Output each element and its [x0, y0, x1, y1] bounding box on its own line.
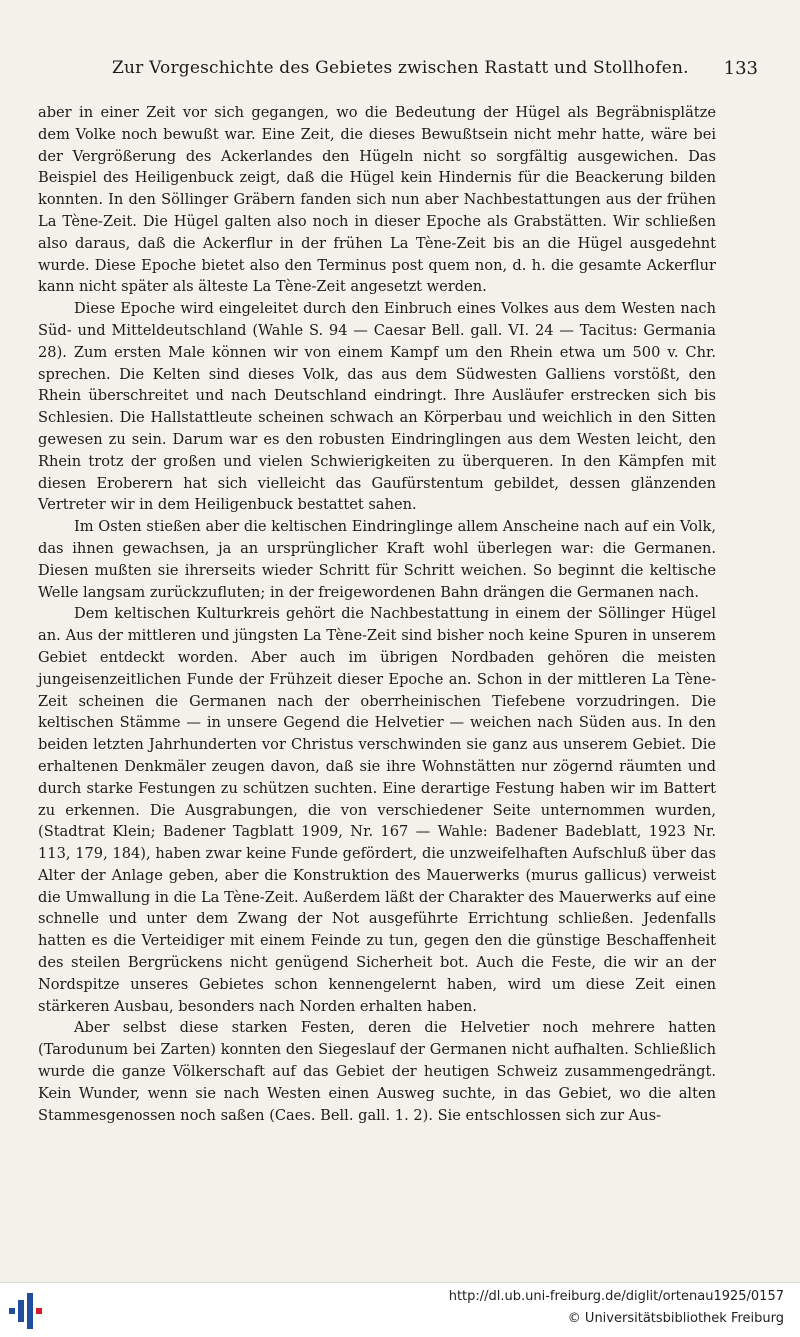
university-library-logo-icon — [6, 1291, 46, 1331]
viewer-footer — [0, 1282, 800, 1337]
paragraph-4: Dem keltischen Kulturkreis gehört die Nachbestattung in einem der Söllinger Hügel an. Aus der mittleren und jüngsten La Tène-Zeit sind bisher noch keine Spuren in unserem Gebiet entdeckt worden. Aber auch im übrigen Nordbaden gehören die meisten jungeisenzeitlichen Funde der Frühzeit dieser Epoche an. Schon in der mittleren La Tène-Zeit scheinen die Germanen nach der oberrheinischen Tiefebene vorzudringen. Die keltischen Stämme — in unsere Gegend die Helvetier — weichen nach Süden aus. In den beiden letzten Jahrhunderten vor Christus verschwinden sie ganz aus unserem Gebiet. Die erhaltenen Denkmäler zeugen davon, daß sie ihre Wohnstätten nur zögernd räumten und durch starke Festungen zu schützen suchten. Eine derartige Festung haben wir im Battert zu erkennen. Die Ausgrabungen, die von verschiedener Seite unternommen wurden, (Stadtrat Klein; Badener Tagblatt 1909, Nr. 167 — Wahle: Badener Badeblatt, 1923 Nr. 113, 179, 184), haben zwar keine Funde gefördert, die unzweifelhaften Aufschluß über das Alter der Anlage geben, aber die Konstruktion des Mauerwerks (murus gallicus) verweist die Umwallung in die La Tène-Zeit. Außerdem läßt der Charakter des Mauerwerks auf eine schnelle und unter dem Zwang der Not ausgeführte Errichtung schließen. Jedenfalls hatten es die Verteidiger mit einem Feinde zu tun, gegen den die günstige Beschaffenheit des steilen Bergrückens nicht genügend Sicherheit bot. Auch die Feste, die wir an der Nordspitze unseres Gebietes schon kennengelernt haben, wird um diese Zeit einen stärkeren Ausbau, besonders nach Norden erhalten haben. — [38, 605, 716, 1015]
page-header — [40, 58, 760, 88]
paragraph-1: aber in einer Zeit vor sich gegangen, wo die Bedeutung der Hügel als Begräbnisplätze dem Volke noch bewußt war. Eine Zeit, die dieses Bewußtsein nicht mehr hatte, wäre bei der Vergrößerung des Ackerlandes den Hügeln nicht so sorgfältig ausgewichen. Das Beispiel des Heiligenbuck zeigt, daß die Hügel kein Hindernis für die Beackerung bilden konnten. In den Söllinger Gräbern fanden sich nun aber Nachbestattungen aus der frühen La Tène-Zeit. Die Hügel galten also noch in dieser Epoche als Grabstätten. Wir schließen also daraus, daß die Ackerflur in der frühen La Tène-Zeit bis an die Hügel ausgedehnt wurde. Diese Epoche bietet also den Terminus post quem non, d. h. die gesamte Ackerflur kann nicht später als älteste La Tène-Zeit angesetzt werden. — [38, 104, 716, 296]
body-text — [38, 102, 716, 1126]
permalink-url[interactable]: http://dl.ub.uni-freiburg.de/diglit/ortenau1925/0157 — [448, 1289, 784, 1304]
page-number: 133 — [723, 58, 758, 79]
copyright-notice: © Universitätsbibliothek Freiburg — [567, 1311, 784, 1326]
paragraph-2: Diese Epoche wird eingeleitet durch den Einbruch eines Volkes aus dem Westen nach Süd- und Mitteldeutschland (Wahle S. 94 — Caesar Bell. gall. VI. 24 — Tacitus: Germania 28). Zum ersten Male können wir von einem Kampf um den Rhein etwa um 500 v. Chr. sprechen. Die Kelten sind dieses Volk, das aus dem Südwesten Galliens vorstößt, den Rhein überschreitet und nach Deutschland eindringt. Ihre Ausläufer erstrecken sich bis Schlesien. Die Hallstattleute scheinen schwach an Körperbau und weichlich in den Sitten gewesen zu sein. Darum war es den robusten Eindringlingen aus dem Westen leicht, den Rhein trotz der großen und vielen Schwierigkeiten zu überqueren. In den Kämpfen mit diesen Eroberern hat sich vielleicht das Gaufürstentum gebildet, dessen glänzenden Vertreter wir in dem Heiligenbuck bestattet sahen. — [38, 300, 716, 514]
paragraph-5: Aber selbst diese starken Festen, deren die Helvetier noch mehrere hatten (Tarodunum bei Zarten) konnten den Siegeslauf der Germanen nicht aufhalten. Schließlich wurde die ganze Völkerschaft auf das Gebiet der heutigen Schweiz zusammengedrängt. Kein Wunder, wenn sie nach Westen einen Ausweg suchte, in das Gebiet, wo die alten Stammesgenossen noch saßen (Caes. Bell. gall. 1. 2). Sie entschlossen sich zur Aus- — [38, 1019, 716, 1124]
paragraph-3: Im Osten stießen aber die keltischen Eindringlinge allem Anscheine nach auf ein Volk, das ihnen gewachsen, ja an ursprünglicher Kraft wohl überlegen war: die Germanen. Diesen mußten sie ihrerseits wieder Schritt für Schritt weichen. So beginnt die keltische Welle langsam zurückzufluten; in der freigewordenen Bahn drängen die Germanen nach. — [38, 518, 716, 601]
running-title: Zur Vorgeschichte des Gebietes zwischen Rastatt und Stollhofen. — [112, 58, 689, 78]
